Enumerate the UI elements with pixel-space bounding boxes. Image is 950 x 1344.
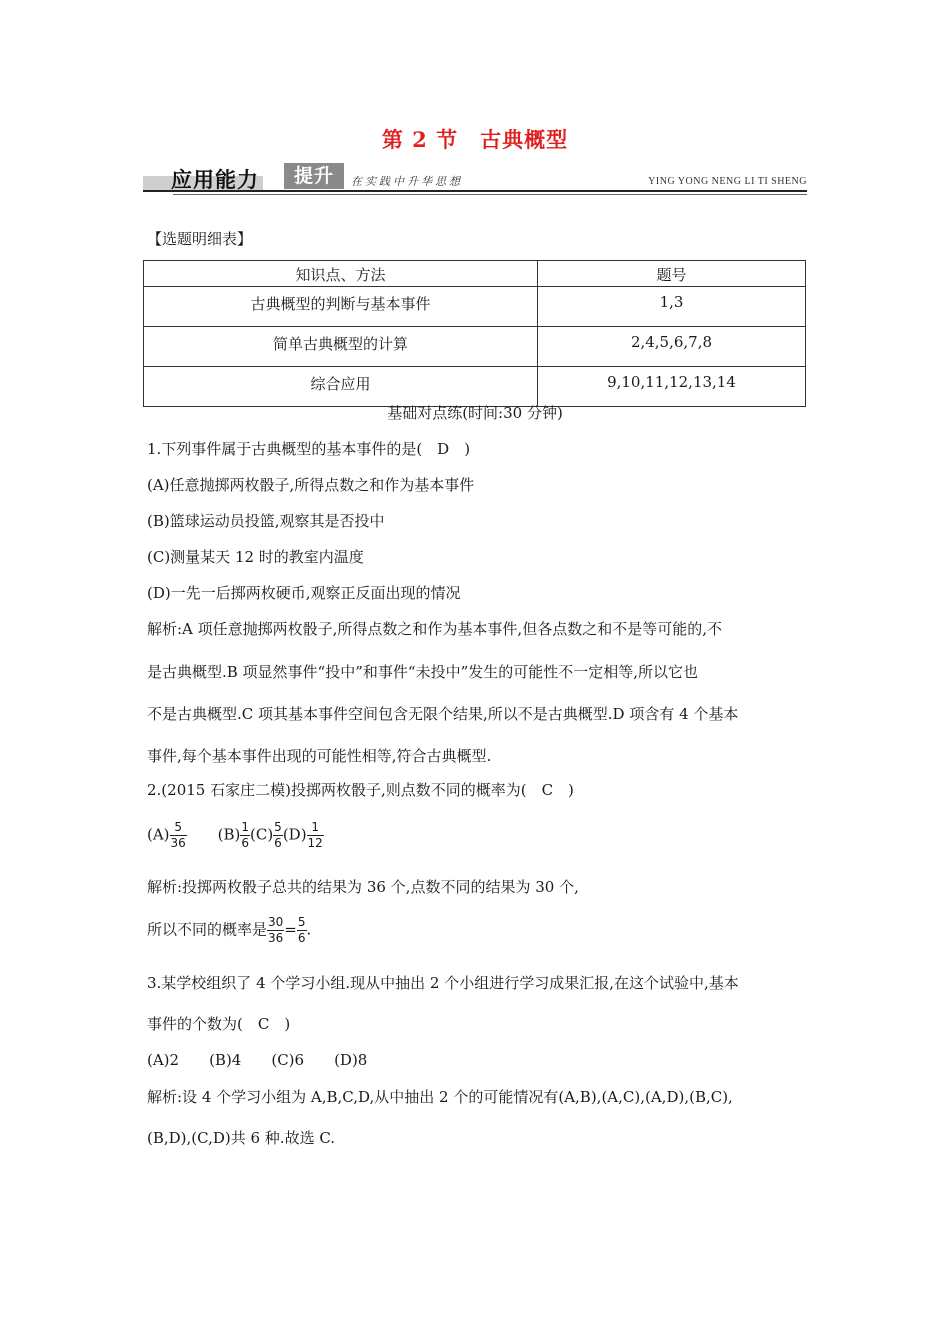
table-cell: 2,4,5,6,7,8 bbox=[538, 327, 806, 367]
table-title: 【选题明细表】 bbox=[147, 230, 253, 248]
fraction-a bbox=[170, 820, 187, 851]
denominator: 6 bbox=[274, 836, 282, 850]
table-header-row bbox=[144, 261, 806, 287]
numerator: 30 bbox=[268, 915, 284, 929]
banner-english: YING YONG NENG LI TI SHENG bbox=[648, 176, 807, 187]
numerator: 1 bbox=[241, 820, 249, 834]
table-cell: 简单古典概型的计算 bbox=[144, 327, 538, 367]
banner-title: 应用能力 bbox=[171, 168, 259, 192]
table-row bbox=[144, 367, 806, 407]
table-row bbox=[144, 287, 806, 327]
question-1-analysis-line: 是古典概型.B 项显然事件“投中”和事件“未投中”发生的可能性不一定相等,所以它也 bbox=[147, 663, 699, 681]
fraction-d bbox=[307, 820, 324, 851]
question-1-option-d: (D)一先一后掷两枚硬币,观察正反面出现的情况 bbox=[147, 584, 461, 602]
table-cell: 古典概型的判断与基本事件 bbox=[144, 287, 538, 327]
fraction-c bbox=[273, 820, 283, 851]
question-2-stem: 2.(2015 石家庄二模)投掷两枚骰子,则点数不同的概率为( C ) bbox=[147, 781, 574, 799]
numerator: 5 bbox=[297, 915, 306, 929]
question-2-options bbox=[147, 820, 324, 851]
question-2-analysis-line: 解析:投掷两枚骰子总共的结果为 36 个,点数不同的结果为 30 个, bbox=[147, 878, 579, 896]
table-header-cell: 知识点、方法 bbox=[144, 261, 538, 287]
fraction-30-36 bbox=[267, 915, 284, 946]
question-3-stem: 3.某学校组织了 4 个学习小组.现从中抽出 2 个小组进行学习成果汇报,在这个试验中,基本 bbox=[147, 974, 739, 992]
option-b-label: (B) bbox=[217, 825, 241, 844]
question-3-analysis-line: 解析:设 4 个学习小组为 A,B,C,D,从中抽出 2 个的可能情况有(A,B),(A,C),(A,D),(B,C), bbox=[147, 1088, 733, 1106]
table-row bbox=[144, 327, 806, 367]
question-1-option-a: (A)任意抛掷两枚骰子,所得点数之和作为基本事件 bbox=[147, 476, 475, 494]
table-header-cell: 题号 bbox=[538, 261, 806, 287]
question-1-option-b: (B)篮球运动员投篮,观察其是否投中 bbox=[147, 512, 385, 530]
analysis-text: 所以不同的概率是 bbox=[147, 920, 268, 939]
table-cell: 1,3 bbox=[538, 287, 806, 327]
table-cell: 综合应用 bbox=[144, 367, 538, 407]
question-1-option-c: (C)测量某天 12 时的教室内温度 bbox=[147, 548, 364, 566]
option-c-label: (C) bbox=[249, 825, 274, 844]
equals-sign: = bbox=[284, 920, 297, 939]
banner-rule-thin bbox=[173, 194, 807, 195]
denominator: 36 bbox=[170, 836, 186, 850]
banner-subtitle: 在实践中升华思想 bbox=[351, 175, 463, 188]
banner-title-box: 提升 bbox=[284, 163, 344, 189]
question-1-analysis-line: 事件,每个基本事件出现的可能性相等,符合古典概型. bbox=[147, 747, 492, 765]
denominator: 12 bbox=[307, 836, 323, 850]
question-1-analysis-line: 解析:A 项任意抛掷两枚骰子,所得点数之和作为基本事件,但各点数之和不是等可能的,不 bbox=[147, 620, 722, 638]
numerator: 1 bbox=[307, 820, 324, 836]
fraction-5-6 bbox=[297, 915, 307, 946]
question-3-stem: 事件的个数为( C ) bbox=[147, 1015, 291, 1033]
page-title: 第 2 节 古典概型 bbox=[381, 127, 569, 152]
section-label: 基础对点练(时间:30 分钟) bbox=[387, 404, 563, 422]
numerator: 5 bbox=[170, 820, 187, 836]
question-2-analysis-line bbox=[147, 915, 311, 946]
section-banner bbox=[143, 162, 807, 196]
period: . bbox=[306, 920, 312, 939]
option-a-label: (A) bbox=[147, 825, 170, 844]
question-1-stem: 1.下列事件属于古典概型的基本事件的是( D ) bbox=[147, 440, 471, 458]
table-cell: 9,10,11,12,13,14 bbox=[538, 367, 806, 407]
question-table bbox=[143, 260, 806, 407]
numerator: 5 bbox=[274, 820, 282, 834]
question-3-analysis-line: (B,D),(C,D)共 6 种.故选 C. bbox=[147, 1129, 336, 1147]
option-d-label: (D) bbox=[282, 825, 307, 844]
fraction-b bbox=[240, 820, 250, 851]
question-1-analysis-line: 不是古典概型.C 项其基本事件空间包含无限个结果,所以不是古典概型.D 项含有 4 个基本 bbox=[147, 705, 739, 723]
denominator: 36 bbox=[268, 931, 284, 945]
question-3-options: (A)2 (B)4 (C)6 (D)8 bbox=[147, 1051, 368, 1069]
denominator: 6 bbox=[297, 931, 306, 945]
denominator: 6 bbox=[241, 836, 249, 850]
